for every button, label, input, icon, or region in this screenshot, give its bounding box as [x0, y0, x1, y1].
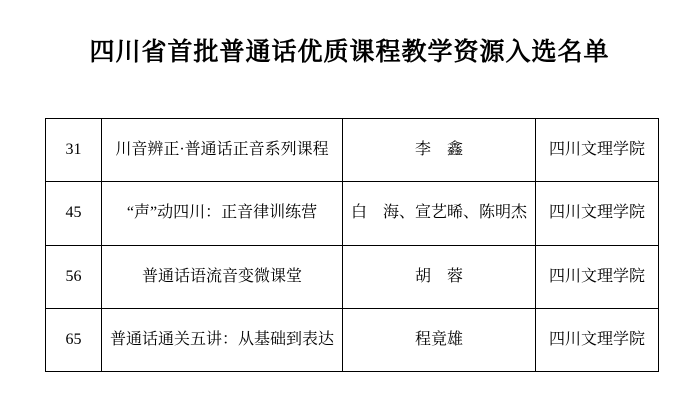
institution-cell: 四川文理学院 [536, 245, 659, 308]
instructor-cell: 胡 蓉 [343, 245, 536, 308]
instructor-cell: 李 鑫 [343, 119, 536, 182]
instructor-cell: 白 海、宣艺晞、陈明杰 [343, 182, 536, 245]
course-name-cell: 普通话语流音变微课堂 [102, 245, 343, 308]
table-row [46, 182, 659, 245]
institution-cell: 四川文理学院 [536, 308, 659, 371]
course-name-cell: 川音辨正·普通话正音系列课程 [102, 119, 343, 182]
instructor-cell: 程竟雄 [343, 308, 536, 371]
course-name-cell: 普通话通关五讲：从基础到表达 [102, 308, 343, 371]
selection-table [45, 118, 659, 372]
institution-cell: 四川文理学院 [536, 182, 659, 245]
row-number-cell: 56 [46, 245, 102, 308]
table-row [46, 245, 659, 308]
course-name-cell: “声”动四川：正音律训练营 [102, 182, 343, 245]
institution-cell: 四川文理学院 [536, 119, 659, 182]
table-row [46, 119, 659, 182]
page-title: 四川省首批普通话优质课程教学资源入选名单 [89, 39, 610, 66]
row-number-cell: 45 [46, 182, 102, 245]
table-row [46, 308, 659, 371]
row-number-cell: 31 [46, 119, 102, 182]
row-number-cell: 65 [46, 308, 102, 371]
